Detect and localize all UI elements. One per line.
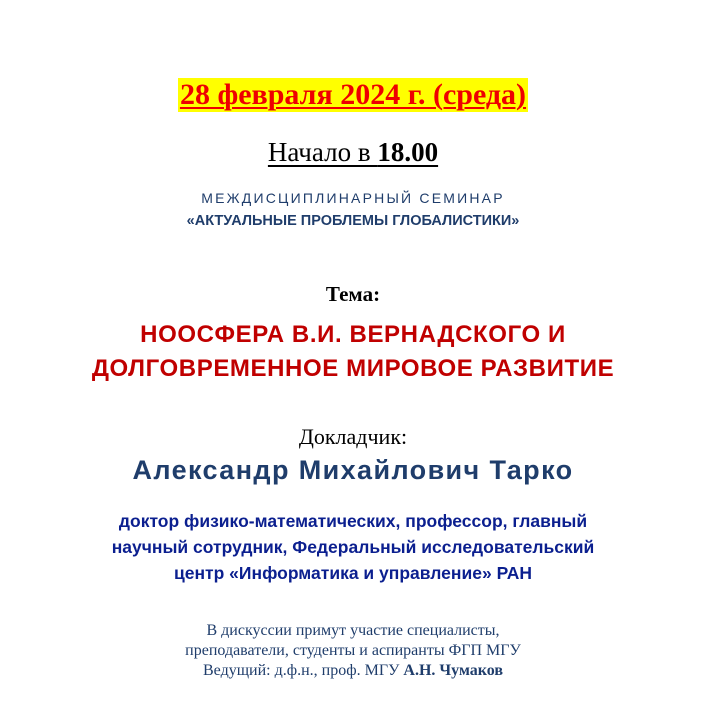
speaker-bio-line: научный сотрудник, Федеральный исследовательский [111, 537, 595, 557]
topic-title [0, 318, 706, 386]
moderator-line [0, 661, 706, 681]
speaker-bio-line: доктор физико-математических, профессор, главный [118, 511, 588, 531]
topic-title-line: НООСФЕРА В.И. ВЕРНАДСКОГО И [140, 321, 566, 348]
speaker-bio [0, 508, 706, 586]
topic-label: Тема: [325, 282, 381, 306]
discussion-line: преподаватели, студенты и аспиранты ФГП МГУ [185, 642, 521, 659]
seminar-title: «АКТУАЛЬНЫЕ ПРОБЛЕМЫ ГЛОБАЛИСТИКИ» [186, 213, 520, 229]
start-time [0, 137, 706, 168]
discussion-note [0, 621, 706, 681]
start-time-prefix: Начало в [267, 137, 378, 167]
speaker-name: Александр Михайлович Тарко [132, 455, 574, 485]
discussion-line: В дискуссии примут участие специалисты, [206, 622, 500, 639]
topic-title-line: ДОЛГОВРЕМЕННОЕ МИРОВОЕ РАЗВИТИЕ [91, 355, 615, 382]
event-date-text: 28 февраля 2024 г. (среда) [179, 78, 527, 111]
moderator-prefix: Ведущий: д.ф.н., проф. МГУ [203, 662, 404, 679]
event-date [0, 78, 706, 112]
speaker-label: Докладчик: [298, 424, 408, 449]
moderator-name: А.Н. Чумаков [403, 662, 503, 679]
seminar-kicker: МЕЖДИСЦИПЛИНАРНЫЙ СЕМИНАР [201, 190, 505, 206]
speaker-bio-line: центр «Информатика и управление» РАН [174, 563, 532, 583]
start-time-value: 18.00 [377, 137, 439, 167]
